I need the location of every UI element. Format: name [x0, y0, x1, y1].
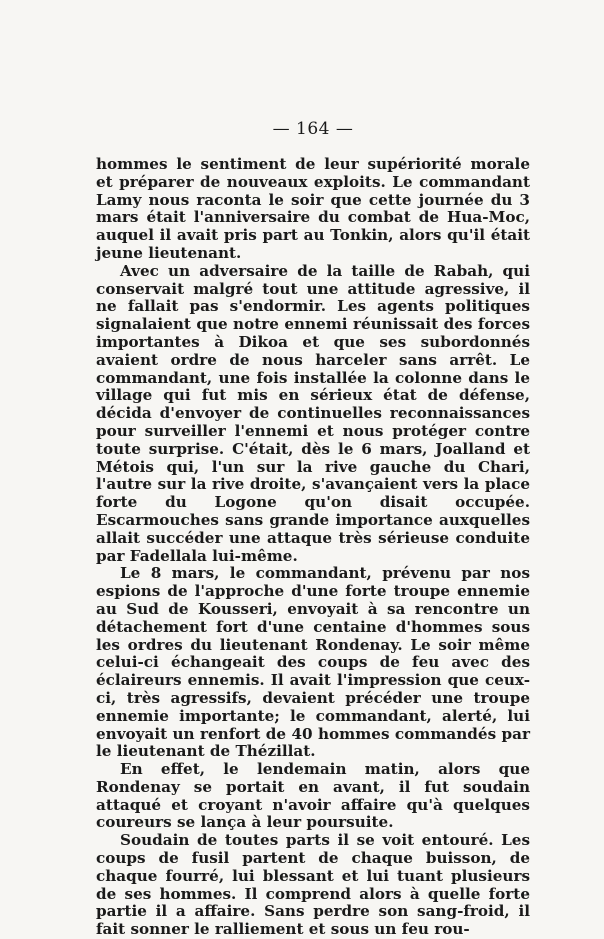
paragraph-2: Avec un adversaire de la taille de Rabah, qui conservait malgré tout une attitude agressive, il ne fallait pas s'endormir. Les agents politiques signalaient que notre ennemi réunissait des forces importantes à Dikoa et que ses subordonnés avaient ordre de nous harceler sans arrêt. Le commandant, une fois installée la colonne dans le village qui fut mis en sérieux état de défense, décida d'envoyer de continuelles reconnaissances pour surveiller l'ennemi et nous protéger contre toute surprise. C'était, dès le 6 mars, Joalland et Métois qui, l'un sur la rive gauche du Chari, l'autre sur la rive droite, s'avançaient vers la place forte du Logone qu'on disait occupée. Escarmouches sans grande importance auxquelles allait succéder une attaque très sérieuse conduite par Fadellala lui-même.: [96, 261, 530, 565]
paragraph-4: En effet, le lendemain matin, alors que Rondenay se portait en avant, il fut soudain attaqué et croyant n'avoir affaire qu'à quelques coureurs se lança à leur poursuite.: [96, 760, 530, 832]
paragraph-1: hommes le sentiment de leur supériorité morale et préparer de nouveaux exploits. Le commandant Lamy nous raconta le soir que cette journée du 3 mars était l'anniversaire du combat de Hua-Moc, auquel il avait pris part au Tonkin, alors qu'il était jeune lieutenant.: [96, 155, 530, 262]
paragraph-5: Soudain de toutes parts il se voit entouré. Les coups de fusil partent de chaque buisson, de chaque fourré, lui blessant et lui tuant plusieurs de ses hommes. Il comprend alors à quelle forte partie il a affaire. Sans perdre son sang-froid, il fait sonner le ralliement et sous un feu rou-: [96, 831, 530, 939]
page-number: — 164 —: [272, 119, 354, 139]
paragraph-3: Le 8 mars, le commandant, prévenu par nos espions de l'approche d'une forte troupe ennemie au Sud de Kousseri, envoyait à sa rencontre un détachement fort d'une centaine d'hommes sous les ordres du lieutenant Rondenay. Le soir même celui-ci échangeait des coups de feu avec des éclaireurs ennemis. Il avait l'impression que ceux-ci, très agressifs, devaient précéder une troupe ennemie importante; le commandant, alerté, lui envoyait un renfort de 40 hommes commandés par le lieutenant de Thézillat.: [96, 564, 530, 761]
